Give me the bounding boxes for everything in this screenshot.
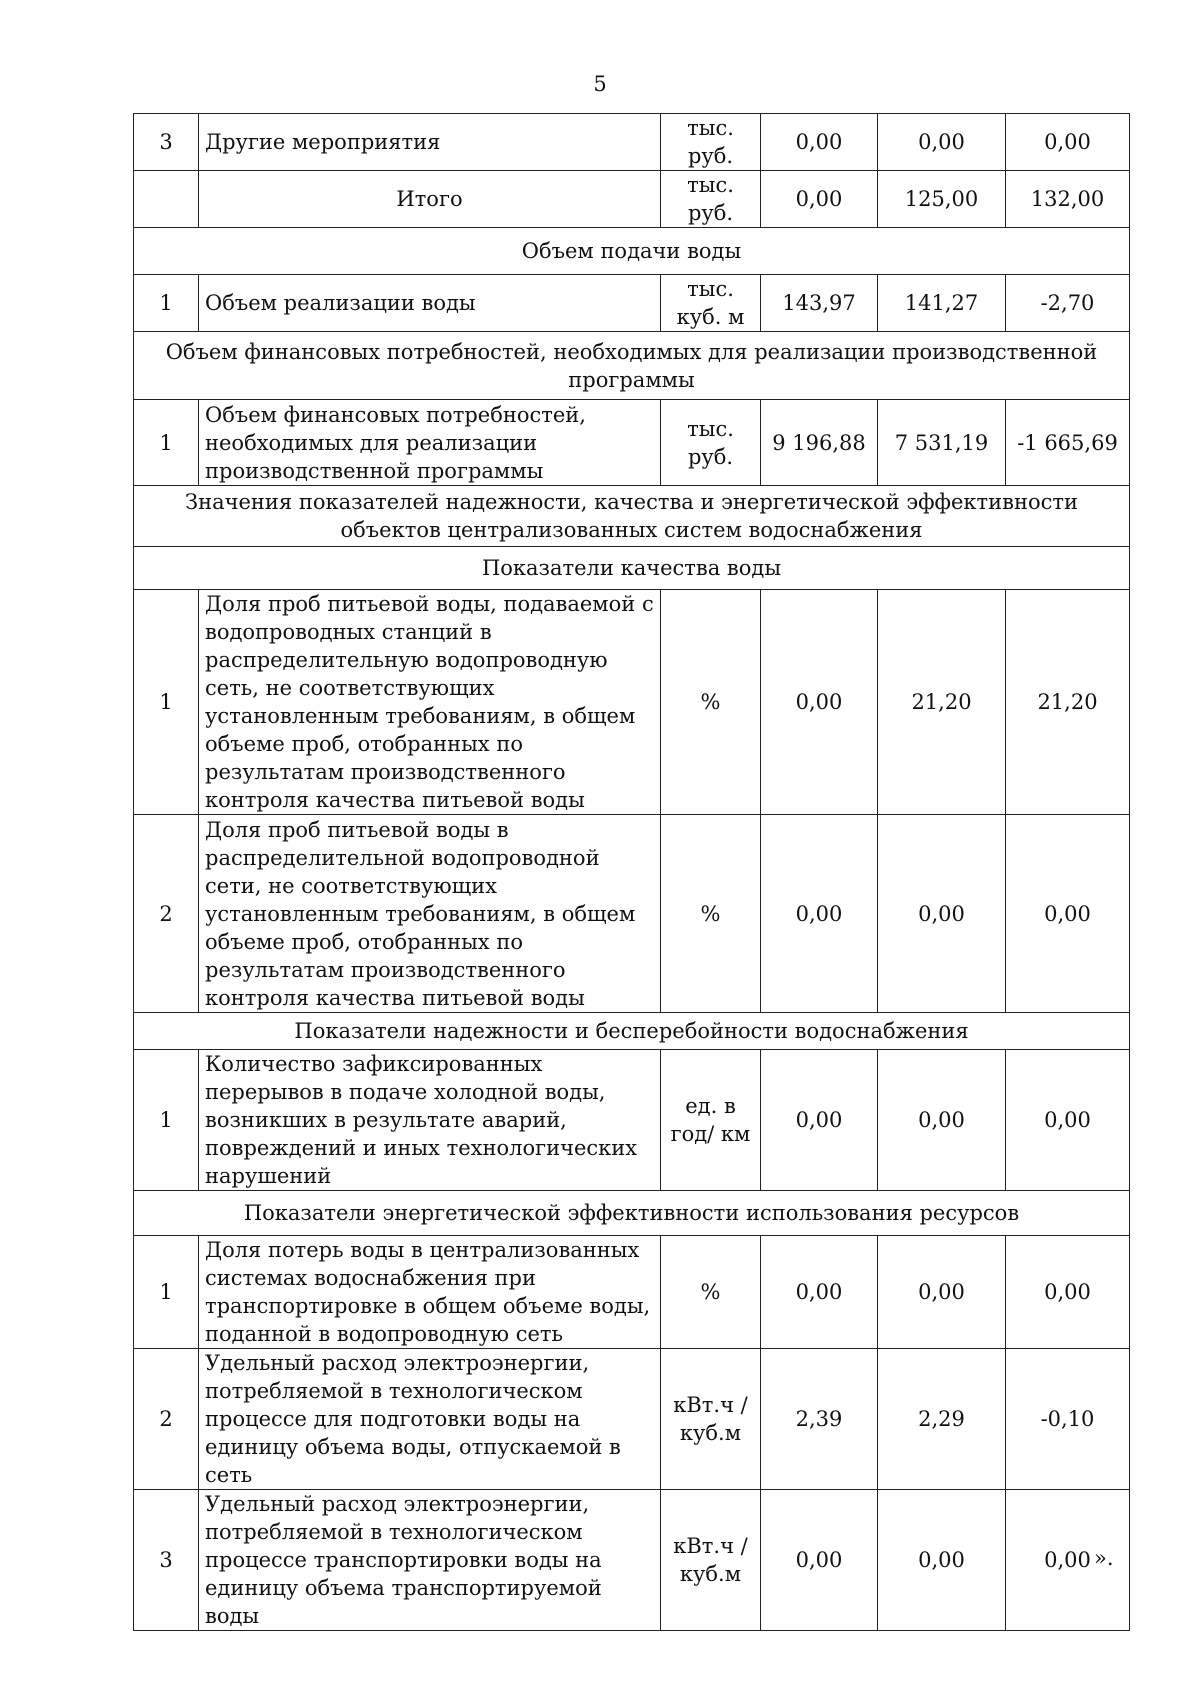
row-number: 3 xyxy=(134,1490,199,1631)
section-title: Объем подачи воды xyxy=(134,228,1130,275)
value-2: 7 531,19 xyxy=(878,400,1006,486)
indicator-name: Другие мероприятия xyxy=(199,114,661,171)
value-2: 125,00 xyxy=(878,171,1006,228)
unit-of-measure: тыс. руб. xyxy=(661,400,761,486)
row-number xyxy=(134,171,199,228)
value-1: 0,00 xyxy=(761,1050,878,1191)
section-header-row xyxy=(134,332,1130,400)
value-2: 2,29 xyxy=(878,1349,1006,1490)
section-header-row xyxy=(134,228,1130,275)
table-row xyxy=(134,171,1130,228)
value-3: 21,20 xyxy=(1006,590,1130,815)
unit-of-measure: тыс. руб. xyxy=(661,114,761,171)
unit-of-measure: кВт.ч / куб.м xyxy=(661,1490,761,1631)
value-1: 0,00 xyxy=(761,1236,878,1349)
indicator-name: Итого xyxy=(199,171,661,228)
indicator-name: Удельный расход электроэнергии, потребляемой в технологическом процессе для подготовки воды на единицу объема воды, отпускаемой в сеть xyxy=(199,1349,661,1490)
value-3: -0,10 xyxy=(1006,1349,1130,1490)
closing-quote-mark: ». xyxy=(1094,1546,1114,1570)
indicator-name: Количество зафиксированных перерывов в подаче холодной воды, возникших в результате аварий, повреждений и иных технологических нарушений xyxy=(199,1050,661,1191)
value-1: 0,00 xyxy=(761,171,878,228)
value-2: 0,00 xyxy=(878,114,1006,171)
table-row xyxy=(134,590,1130,815)
value-1: 143,97 xyxy=(761,275,878,332)
unit-of-measure: тыс. руб. xyxy=(661,171,761,228)
row-number: 1 xyxy=(134,400,199,486)
value-1: 0,00 xyxy=(761,590,878,815)
indicators-table xyxy=(133,113,1130,1631)
value-2: 0,00 xyxy=(878,815,1006,1013)
section-title: Значения показателей надежности, качества и энергетической эффективности объектов централизованных систем водоснабжения xyxy=(134,486,1130,547)
row-number: 2 xyxy=(134,1349,199,1490)
indicator-name: Объем финансовых потребностей, необходимых для реализации производственной программы xyxy=(199,400,661,486)
row-number: 1 xyxy=(134,590,199,815)
unit-of-measure: ед. в год/ км xyxy=(661,1050,761,1191)
unit-of-measure: % xyxy=(661,590,761,815)
value-3: 0,00 xyxy=(1006,1050,1130,1191)
section-header-row xyxy=(134,486,1130,547)
value-2: 0,00 xyxy=(878,1236,1006,1349)
unit-of-measure: % xyxy=(661,1236,761,1349)
value-2: 0,00 xyxy=(878,1050,1006,1191)
table-row xyxy=(134,1050,1130,1191)
row-number: 3 xyxy=(134,114,199,171)
indicator-name: Доля проб питьевой воды, подаваемой с водопроводных станций в распределительную водопроводную сеть, не соответствующих установленным требованиям, в общем объеме проб, отобранных по результатам производственного контроля качества питьевой воды xyxy=(199,590,661,815)
table-row xyxy=(134,1236,1130,1349)
value-3: 0,00 xyxy=(1006,815,1130,1013)
indicator-name: Доля потерь воды в централизованных системах водоснабжения при транспортировке в общем объеме воды, поданной в водопроводную сеть xyxy=(199,1236,661,1349)
indicator-name: Доля проб питьевой воды в распределительной водопроводной сети, не соответствующих установленным требованиям, в общем объеме проб, отобранных по результатам производственного контроля качества питьевой воды xyxy=(199,815,661,1013)
table-row xyxy=(134,815,1130,1013)
value-1: 0,00 xyxy=(761,114,878,171)
table-row xyxy=(134,114,1130,171)
value-2: 141,27 xyxy=(878,275,1006,332)
page-number: 5 xyxy=(593,72,607,96)
value-3: 0,00 xyxy=(1006,1490,1130,1631)
row-number: 1 xyxy=(134,1050,199,1191)
section-header-row xyxy=(134,1191,1130,1236)
indicator-name: Удельный расход электроэнергии, потребляемой в технологическом процессе транспортировки воды на единицу объема транспортируемой воды xyxy=(199,1490,661,1631)
unit-of-measure: тыс. куб. м xyxy=(661,275,761,332)
row-number: 1 xyxy=(134,275,199,332)
row-number: 2 xyxy=(134,815,199,1013)
section-title: Объем финансовых потребностей, необходимых для реализации производственной программы xyxy=(134,332,1130,400)
table-row xyxy=(134,1349,1130,1490)
table-row xyxy=(134,1490,1130,1631)
row-number: 1 xyxy=(134,1236,199,1349)
table-row xyxy=(134,400,1130,486)
value-1: 0,00 xyxy=(761,1490,878,1631)
value-1: 2,39 xyxy=(761,1349,878,1490)
section-title: Показатели качества воды xyxy=(134,547,1130,590)
value-3: -2,70 xyxy=(1006,275,1130,332)
section-header-row xyxy=(134,547,1130,590)
value-3: 0,00 xyxy=(1006,114,1130,171)
value-3: -1 665,69 xyxy=(1006,400,1130,486)
value-2: 0,00 xyxy=(878,1490,1006,1631)
section-title: Показатели энергетической эффективности использования ресурсов xyxy=(134,1191,1130,1236)
value-2: 21,20 xyxy=(878,590,1006,815)
unit-of-measure: кВт.ч / куб.м xyxy=(661,1349,761,1490)
section-title: Показатели надежности и бесперебойности водоснабжения xyxy=(134,1013,1130,1050)
value-3: 0,00 xyxy=(1006,1236,1130,1349)
unit-of-measure: % xyxy=(661,815,761,1013)
indicator-name: Объем реализации воды xyxy=(199,275,661,332)
value-1: 0,00 xyxy=(761,815,878,1013)
table-row xyxy=(134,275,1130,332)
value-3: 132,00 xyxy=(1006,171,1130,228)
value-1: 9 196,88 xyxy=(761,400,878,486)
section-header-row xyxy=(134,1013,1130,1050)
